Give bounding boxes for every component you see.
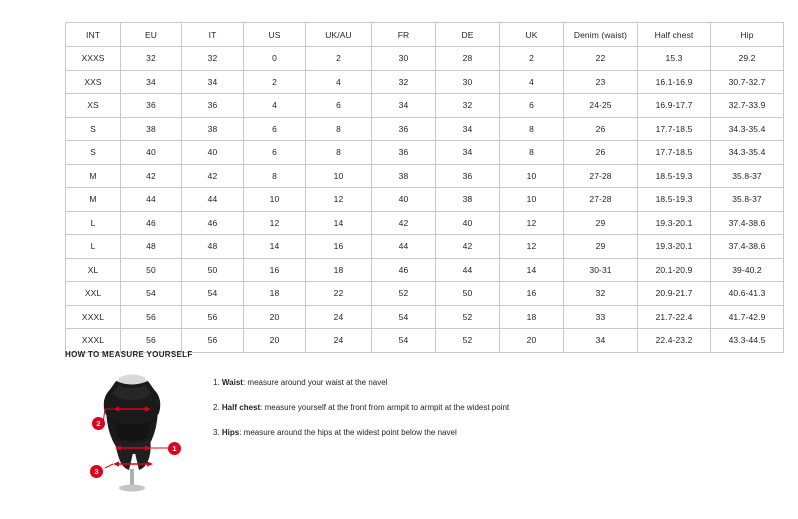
cell-uk: 8 — [500, 141, 564, 165]
measure-item-lead: Half chest — [221, 403, 261, 412]
measure-instructions-list — [213, 377, 509, 452]
cell-uk: 20 — [500, 329, 564, 353]
cell-us: 12 — [244, 211, 306, 235]
cell-eu: 44 — [121, 188, 182, 212]
cell-uk-au: 6 — [306, 94, 372, 118]
cell-int: L — [66, 211, 121, 235]
cell-eu: 46 — [121, 211, 182, 235]
cell-us: 4 — [244, 94, 306, 118]
bullet-marker-3: 3 — [90, 465, 103, 478]
list-item — [213, 402, 509, 414]
column-header-uk: UK — [500, 23, 564, 47]
cell-fr: 34 — [372, 94, 436, 118]
cell-hip: 43.3-44.5 — [711, 329, 784, 353]
cell-half-chest: 17.7-18.5 — [638, 117, 711, 141]
cell-int: XXXS — [66, 47, 121, 71]
measure-item-text: : measure around the hips at the widest point below the navel — [239, 428, 457, 437]
cell-half-chest: 17.7-18.5 — [638, 141, 711, 165]
cell-denim-waist: 30-31 — [564, 258, 638, 282]
table-row — [66, 235, 784, 259]
cell-eu: 34 — [121, 70, 182, 94]
cell-it: 32 — [182, 47, 244, 71]
column-header-fr: FR — [372, 23, 436, 47]
cell-fr: 52 — [372, 282, 436, 306]
cell-half-chest: 15.3 — [638, 47, 711, 71]
cell-eu: 38 — [121, 117, 182, 141]
cell-us: 16 — [244, 258, 306, 282]
cell-hip: 35.8-37 — [711, 188, 784, 212]
table-row — [66, 141, 784, 165]
size-table-container — [65, 22, 766, 353]
cell-int: S — [66, 141, 121, 165]
how-to-measure-title: HOW TO MEASURE YOURSELF — [65, 350, 193, 359]
cell-denim-waist: 26 — [564, 141, 638, 165]
cell-fr: 44 — [372, 235, 436, 259]
cell-uk-au: 16 — [306, 235, 372, 259]
cell-fr: 54 — [372, 305, 436, 329]
cell-de: 38 — [436, 188, 500, 212]
cell-us: 10 — [244, 188, 306, 212]
cell-de: 42 — [436, 235, 500, 259]
column-header-hip: Hip — [711, 23, 784, 47]
cell-it: 38 — [182, 117, 244, 141]
table-row — [66, 329, 784, 353]
cell-uk-au: 24 — [306, 329, 372, 353]
cell-fr: 40 — [372, 188, 436, 212]
mannequin-illustration — [65, 369, 200, 494]
table-row — [66, 282, 784, 306]
column-header-it: IT — [182, 23, 244, 47]
cell-hip: 39-40.2 — [711, 258, 784, 282]
cell-uk: 14 — [500, 258, 564, 282]
cell-eu: 48 — [121, 235, 182, 259]
cell-int: XS — [66, 94, 121, 118]
cell-it: 56 — [182, 329, 244, 353]
cell-denim-waist: 33 — [564, 305, 638, 329]
cell-de: 34 — [436, 117, 500, 141]
cell-fr: 54 — [372, 329, 436, 353]
cell-us: 14 — [244, 235, 306, 259]
size-table-body — [66, 47, 784, 353]
cell-uk-au: 2 — [306, 47, 372, 71]
cell-uk: 4 — [500, 70, 564, 94]
cell-half-chest: 19.3-20.1 — [638, 235, 711, 259]
cell-us: 20 — [244, 329, 306, 353]
column-header-uk-au: UK/AU — [306, 23, 372, 47]
cell-int: XXXL — [66, 305, 121, 329]
cell-half-chest: 19.3-20.1 — [638, 211, 711, 235]
table-row — [66, 258, 784, 282]
cell-it: 46 — [182, 211, 244, 235]
cell-half-chest: 20.9-21.7 — [638, 282, 711, 306]
cell-de: 52 — [436, 305, 500, 329]
column-header-us: US — [244, 23, 306, 47]
table-row — [66, 47, 784, 71]
cell-int: XL — [66, 258, 121, 282]
cell-us: 18 — [244, 282, 306, 306]
cell-uk-au: 22 — [306, 282, 372, 306]
how-to-measure-section — [65, 350, 735, 494]
cell-de: 28 — [436, 47, 500, 71]
size-table-head — [66, 23, 784, 47]
cell-hip: 34.3-35.4 — [711, 117, 784, 141]
cell-us: 6 — [244, 141, 306, 165]
cell-uk-au: 14 — [306, 211, 372, 235]
table-row — [66, 305, 784, 329]
cell-us: 6 — [244, 117, 306, 141]
bullet-marker-1: 1 — [168, 442, 181, 455]
cell-uk: 10 — [500, 164, 564, 188]
cell-denim-waist: 34 — [564, 329, 638, 353]
cell-it: 54 — [182, 282, 244, 306]
cell-int: L — [66, 235, 121, 259]
table-header-row — [66, 23, 784, 47]
cell-uk-au: 4 — [306, 70, 372, 94]
cell-fr: 38 — [372, 164, 436, 188]
measure-item-text: : measure around your waist at the navel — [242, 378, 388, 387]
cell-hip: 37.4-38.6 — [711, 235, 784, 259]
cell-it: 44 — [182, 188, 244, 212]
cell-it: 50 — [182, 258, 244, 282]
table-row — [66, 164, 784, 188]
cell-hip: 41.7-42.9 — [711, 305, 784, 329]
cell-eu: 50 — [121, 258, 182, 282]
cell-denim-waist: 27-28 — [564, 188, 638, 212]
cell-int: XXS — [66, 70, 121, 94]
cell-half-chest: 18.5-19.3 — [638, 188, 711, 212]
cell-int: M — [66, 164, 121, 188]
cell-de: 52 — [436, 329, 500, 353]
table-row — [66, 211, 784, 235]
cell-fr: 36 — [372, 141, 436, 165]
cell-hip: 37.4-38.6 — [711, 211, 784, 235]
mannequin-figure-icon — [65, 369, 200, 494]
cell-hip: 35.8-37 — [711, 164, 784, 188]
table-row — [66, 117, 784, 141]
measure-item-lead: Hips — [221, 428, 240, 437]
cell-half-chest: 18.5-19.3 — [638, 164, 711, 188]
cell-fr: 30 — [372, 47, 436, 71]
column-header-eu: EU — [121, 23, 182, 47]
cell-hip: 32.7-33.9 — [711, 94, 784, 118]
cell-eu: 40 — [121, 141, 182, 165]
cell-us: 20 — [244, 305, 306, 329]
table-row — [66, 94, 784, 118]
column-header-half-chest: Half chest — [638, 23, 711, 47]
table-row — [66, 70, 784, 94]
cell-hip: 34.3-35.4 — [711, 141, 784, 165]
cell-it: 56 — [182, 305, 244, 329]
cell-de: 30 — [436, 70, 500, 94]
cell-fr: 46 — [372, 258, 436, 282]
cell-eu: 42 — [121, 164, 182, 188]
cell-uk-au: 8 — [306, 141, 372, 165]
cell-us: 8 — [244, 164, 306, 188]
cell-denim-waist: 27-28 — [564, 164, 638, 188]
cell-it: 48 — [182, 235, 244, 259]
cell-us: 2 — [244, 70, 306, 94]
cell-int: XXL — [66, 282, 121, 306]
cell-uk: 12 — [500, 235, 564, 259]
bullet-marker-2: 2 — [92, 417, 105, 430]
cell-eu: 56 — [121, 329, 182, 353]
column-header-de: DE — [436, 23, 500, 47]
cell-hip: 30.7-32.7 — [711, 70, 784, 94]
cell-uk: 16 — [500, 282, 564, 306]
cell-de: 50 — [436, 282, 500, 306]
measure-item-text: : measure yourself at the front from armpit to armpit at the widest point — [260, 403, 510, 412]
cell-uk-au: 18 — [306, 258, 372, 282]
cell-uk: 10 — [500, 188, 564, 212]
measure-item-number: 1. — [213, 378, 220, 387]
cell-fr: 42 — [372, 211, 436, 235]
how-to-measure-body — [65, 369, 735, 494]
cell-eu: 36 — [121, 94, 182, 118]
cell-half-chest: 16.1-16.9 — [638, 70, 711, 94]
cell-denim-waist: 26 — [564, 117, 638, 141]
cell-eu: 56 — [121, 305, 182, 329]
cell-uk: 2 — [500, 47, 564, 71]
cell-hip: 40.6-41.3 — [711, 282, 784, 306]
cell-hip: 29.2 — [711, 47, 784, 71]
cell-us: 0 — [244, 47, 306, 71]
cell-uk: 12 — [500, 211, 564, 235]
list-item — [213, 427, 509, 439]
cell-it: 42 — [182, 164, 244, 188]
cell-uk: 6 — [500, 94, 564, 118]
cell-uk-au: 10 — [306, 164, 372, 188]
cell-de: 44 — [436, 258, 500, 282]
column-header-denim-waist: Denim (waist) — [564, 23, 638, 47]
cell-eu: 32 — [121, 47, 182, 71]
cell-int: M — [66, 188, 121, 212]
cell-uk-au: 8 — [306, 117, 372, 141]
cell-it: 36 — [182, 94, 244, 118]
cell-it: 34 — [182, 70, 244, 94]
measure-item-number: 3. — [213, 428, 220, 437]
cell-uk-au: 12 — [306, 188, 372, 212]
cell-half-chest: 22.4-23.2 — [638, 329, 711, 353]
size-table — [65, 22, 784, 353]
cell-denim-waist: 24-25 — [564, 94, 638, 118]
cell-it: 40 — [182, 141, 244, 165]
list-item — [213, 377, 509, 389]
cell-denim-waist: 29 — [564, 235, 638, 259]
cell-de: 40 — [436, 211, 500, 235]
cell-half-chest: 21.7-22.4 — [638, 305, 711, 329]
measure-item-number: 2. — [213, 403, 220, 412]
cell-denim-waist: 23 — [564, 70, 638, 94]
cell-denim-waist: 29 — [564, 211, 638, 235]
cell-denim-waist: 32 — [564, 282, 638, 306]
cell-denim-waist: 22 — [564, 47, 638, 71]
table-row — [66, 188, 784, 212]
cell-half-chest: 16.9-17.7 — [638, 94, 711, 118]
cell-de: 36 — [436, 164, 500, 188]
cell-int: S — [66, 117, 121, 141]
cell-eu: 54 — [121, 282, 182, 306]
measure-item-lead: Waist — [221, 378, 243, 387]
cell-half-chest: 20.1-20.9 — [638, 258, 711, 282]
cell-de: 34 — [436, 141, 500, 165]
cell-fr: 32 — [372, 70, 436, 94]
cell-fr: 36 — [372, 117, 436, 141]
column-header-int: INT — [66, 23, 121, 47]
cell-uk: 18 — [500, 305, 564, 329]
cell-uk: 8 — [500, 117, 564, 141]
cell-uk-au: 24 — [306, 305, 372, 329]
cell-int: XXXL — [66, 329, 121, 353]
cell-de: 32 — [436, 94, 500, 118]
